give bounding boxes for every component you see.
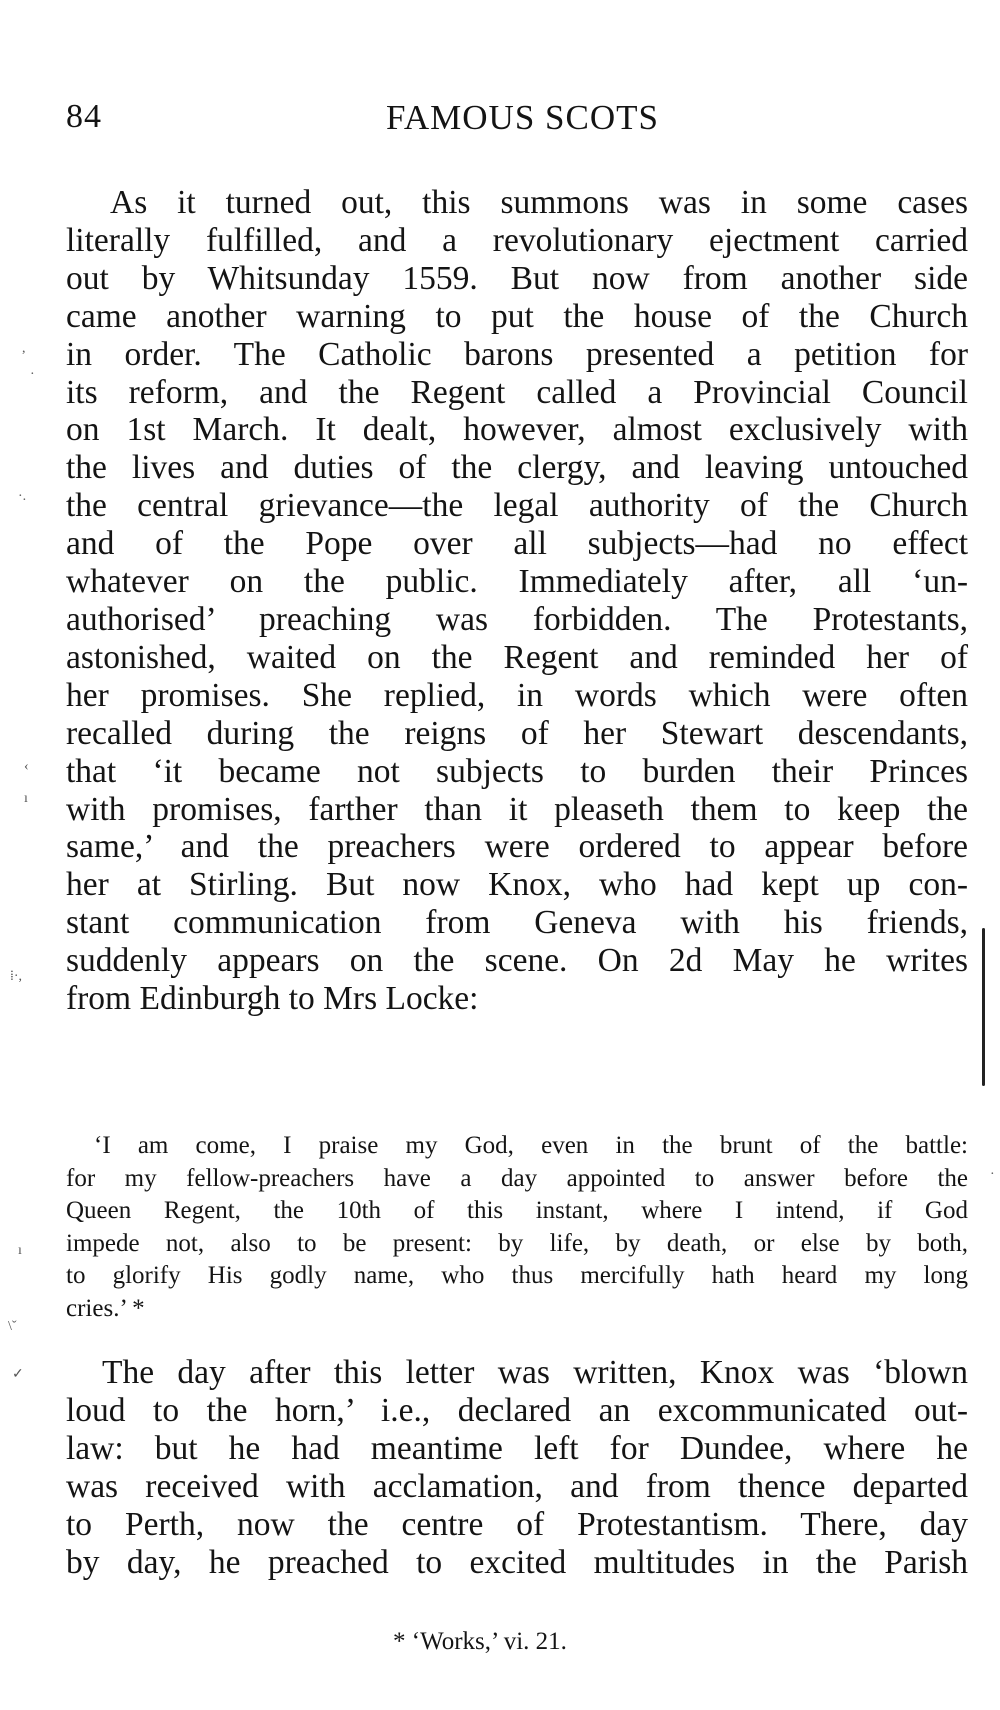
margin-speck: · [30,367,35,382]
page-header [66,98,966,148]
margin-speck: · [990,1167,995,1182]
text-line: in order. The Catholic barons presented a petition for [66,335,968,373]
text-line: suddenly appears on the scene. On 2d May he writes [66,942,968,980]
margin-speck: ı [18,1243,22,1258]
text-line: was received with acclamation, and from thence departed [66,1467,968,1505]
text-line: by day, he preached to excited multitudes in the Parish [66,1543,968,1581]
text-line: loud to the horn,’ i.e., declared an excommunicated out- [66,1391,968,1429]
running-head: FAMOUS SCOTS [386,98,659,137]
margin-speck: ⁞·, [10,969,23,984]
margin-speck: ‹ [24,759,29,774]
paragraph-1 [66,184,968,1018]
quote-line: ‘I am come, I praise my God, even in the brunt of the battle: [94,1132,968,1159]
margin-bracket-mark [982,928,985,1086]
block-quote [66,1130,968,1325]
margin-speck: ı [24,791,28,806]
text-line: astonished, waited on the Regent and reminded her of [66,638,968,676]
text-line: her at Stirling. But now Knox, who had kept up con- [66,866,968,904]
text-line: its reform, and the Regent called a Provincial Council [66,373,968,411]
page-number: 84 [66,98,102,135]
quote-line: Queen Regent, the 10th of this instant, where I intend, if God [66,1197,968,1224]
text-line: on 1st March. It dealt, however, almost exclusively with [66,411,968,449]
footnote [0,1628,1000,1656]
footnote-text: * ‘Works,’ vi. 21. [393,1628,567,1655]
text-line: law: but he had meantime left for Dundee, where he [66,1429,968,1467]
text-line: that ‘it became not subjects to burden their Princes [66,752,968,790]
text-line: whatever on the public. Immediately after, all ‘un- [66,563,968,601]
quote-line: to glorify His godly name, who thus mercifully hath heard my long [66,1262,968,1289]
quote-line: for my fellow-preachers have a day appointed to answer before the [66,1164,968,1192]
text-line: out by Whitsunday 1559. But now from another side [66,259,968,297]
text-line: the central grievance—the legal authority of the Church [66,487,968,525]
text-line: same,’ and the preachers were ordered to appear before [66,828,968,866]
text-line: her promises. She replied, in words which were often [66,676,968,714]
text-line: literally fulfilled, and a revolutionary ejectment carried [66,221,968,259]
text-line: The day after this letter was written, Knox was ‘blown [102,1354,968,1391]
text-line: recalled during the reigns of her Stewart descendants, [66,714,968,752]
paragraph-2 [66,1354,968,1581]
quote-line: impede not, also to be present: by life, by death, or else by both, [66,1229,968,1257]
text-line: came another warning to put the house of the Church [66,297,968,335]
text-line: As it turned out, this summons was in some cases [110,184,968,221]
margin-speck: ·. [18,489,27,504]
margin-speck: \ˇ [8,1319,17,1334]
text-line: with promises, farther than it pleaseth them to keep the [66,790,968,828]
text-line: stant communication from Geneva with his friends, [66,904,968,942]
quote-line: cries.’ * [66,1294,145,1322]
text-line: and of the Pope over all subjects—had no effect [66,525,968,563]
text-line: to Perth, now the centre of Protestantism. There, day [66,1505,968,1543]
margin-speck: ✓ [12,1367,24,1382]
text-line: from Edinburgh to Mrs Locke: [66,980,479,1018]
text-line: the lives and duties of the clergy, and leaving untouched [66,449,968,487]
margin-speck: , [22,341,26,356]
text-line: authorised’ preaching was forbidden. The Protestants, [66,600,968,638]
